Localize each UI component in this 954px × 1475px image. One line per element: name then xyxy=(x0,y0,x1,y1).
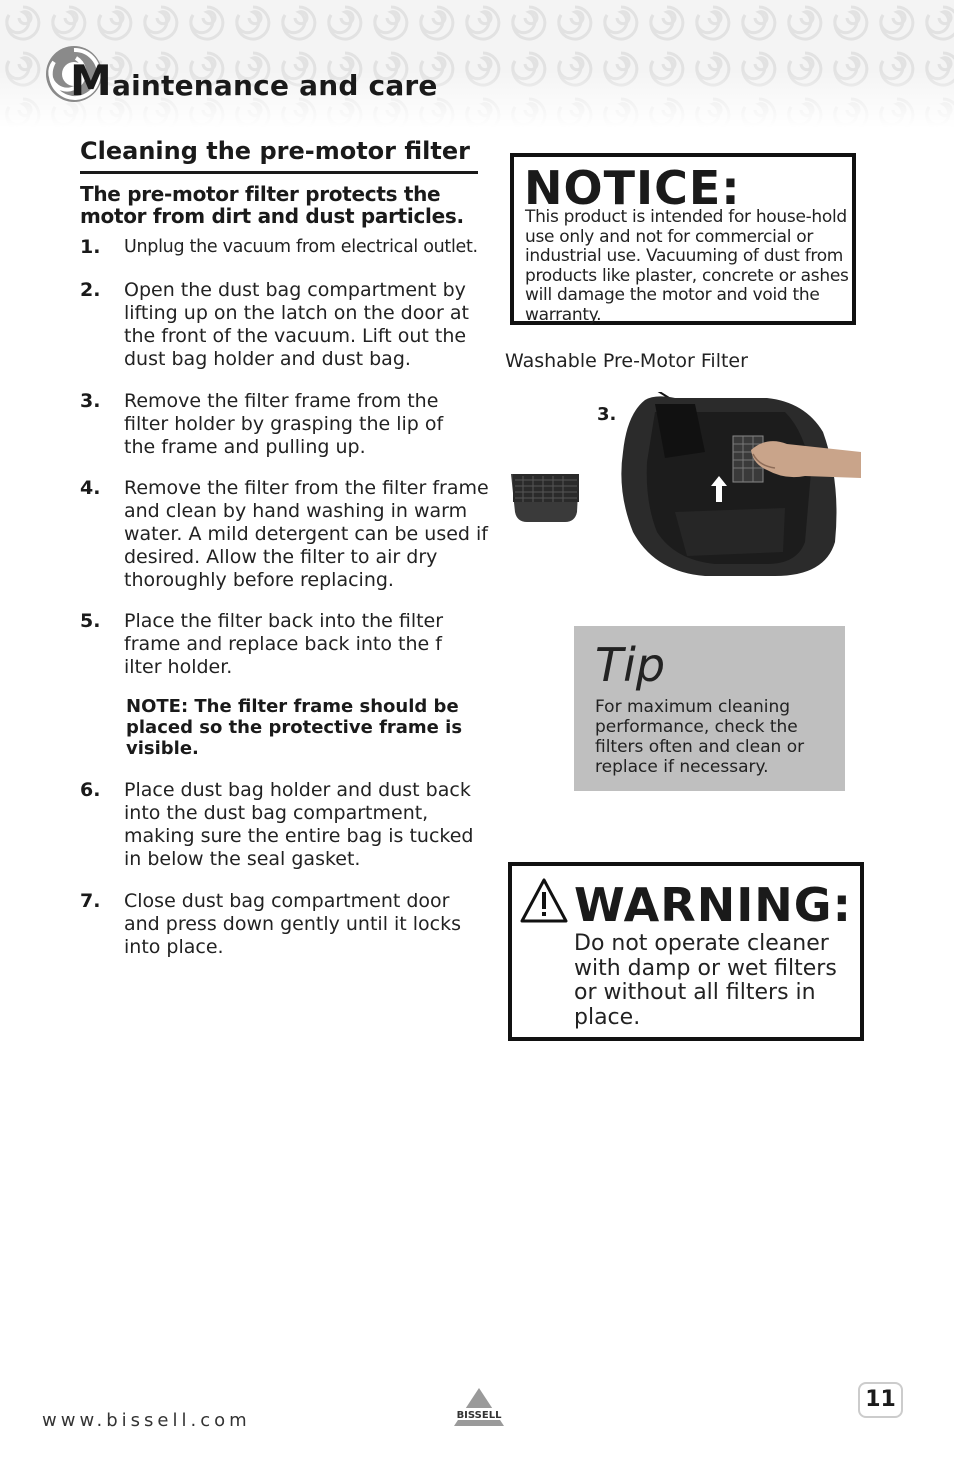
tip-body: For maximum cleaning performance, check the filters often and clean or replace if necessary. xyxy=(595,697,805,777)
step-text: Remove the filter frame from the filter holder by grasping the lip of the frame and pulling up. xyxy=(124,390,444,458)
figure-caption: Washable Pre-Motor Filter xyxy=(505,350,748,372)
step-number: 4. xyxy=(80,477,101,499)
tip-title: Tip xyxy=(595,638,666,692)
tip-box xyxy=(574,626,845,791)
step-text: Place the filter back into the filter frame and replace back into the f ilter holder. xyxy=(124,610,444,678)
warning-title: WARNING: xyxy=(574,878,852,932)
intro-line-1: The pre-motor filter protects the xyxy=(80,182,441,206)
step-number: 6. xyxy=(80,779,101,801)
page-title-initial: M xyxy=(70,56,112,105)
filter-frame-note: NOTE: The filter frame should be placed so the protective frame is visible. xyxy=(126,696,463,759)
bissell-logo xyxy=(446,1386,512,1432)
step-number: 7. xyxy=(80,890,101,912)
notice-body: This product is intended for house-hold use only and not for commercial or industrial use. Vacuuming of dust from products like plaster, concrete or ashes will damage the motor and void the warranty. xyxy=(525,207,849,325)
brand-wordmark: BISSELL xyxy=(456,1410,502,1421)
step-number: 3. xyxy=(80,390,101,412)
figure-step-label: 3. xyxy=(597,404,617,425)
intro-line-2: motor from dirt and dust particles. xyxy=(80,204,464,228)
step-number: 5. xyxy=(80,610,101,632)
footer-website: www.bissell.com xyxy=(42,1410,251,1431)
step-text: Unplug the vacuum from electrical outlet. xyxy=(124,237,478,257)
page-title xyxy=(70,56,438,105)
step-text: Open the dust bag compartment by lifting up on the latch on the door at the front of the vacuum. Lift out the dust bag holder and dust bag. xyxy=(124,279,469,370)
section-heading: Cleaning the pre-motor filter xyxy=(80,137,478,174)
warning-box xyxy=(508,862,864,1041)
notice-box xyxy=(510,153,856,325)
section-intro xyxy=(80,183,490,227)
warning-body: Do not operate cleaner with damp or wet filters or without all filters in place. xyxy=(574,931,837,1030)
step-number: 2. xyxy=(80,279,101,301)
step-text: Close dust bag compartment door and press down gently until it locks into place. xyxy=(124,890,462,958)
page-title-rest: aintenance and care xyxy=(112,69,438,102)
vacuum-filter-photo xyxy=(505,392,865,584)
notice-title: NOTICE: xyxy=(524,161,741,215)
step-text: Remove the filter from the filter frame and clean by hand washing in warm water. A mild detergent can be used if desired. Allow the filter to air dry thoroughly before replacing. xyxy=(124,477,489,591)
warning-triangle-icon xyxy=(519,877,569,925)
step-number: 1. xyxy=(80,236,101,258)
page-number: 11 xyxy=(858,1382,903,1418)
step-text: Place dust bag holder and dust back into the dust bag compartment, making sure the entire bag is tucked in below the seal gasket. xyxy=(124,779,474,870)
